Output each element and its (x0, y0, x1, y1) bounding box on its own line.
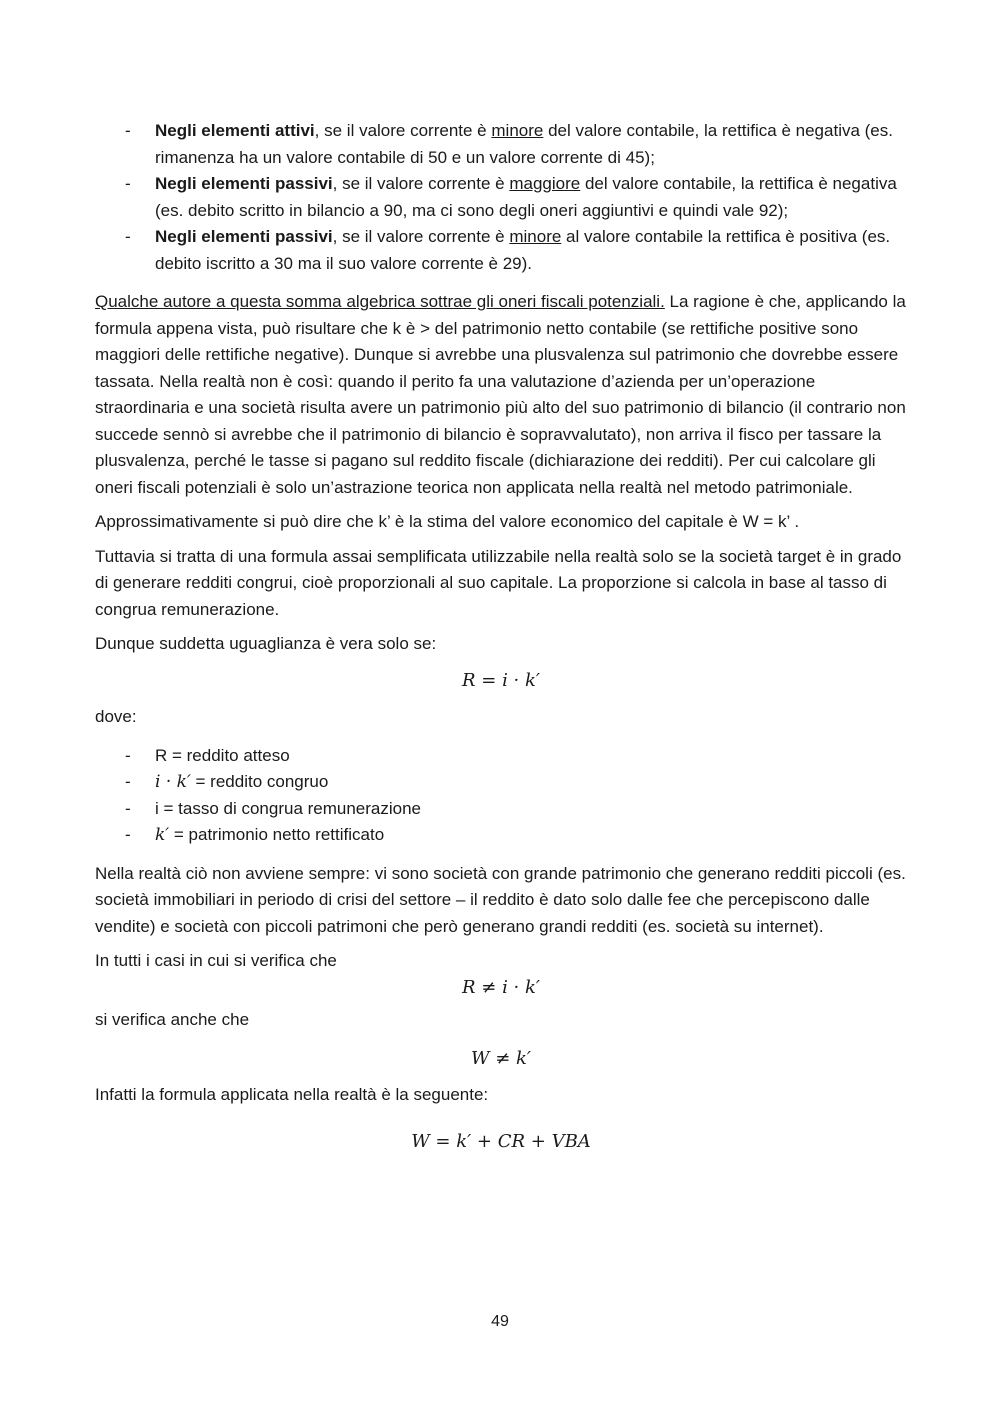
item-text: al valore contabile la rettifica è positiva (es. debito iscritto a 30 ma il suo valore corrente è 29). (155, 227, 891, 273)
definition-text: = reddito congruo (190, 772, 329, 791)
underlined-sentence: Qualche autore a questa somma algebrica sottrae gli oneri fiscali potenziali. (95, 292, 665, 311)
definition-symbol: k′ (155, 825, 170, 845)
item-text: , se il valore corrente è (332, 174, 510, 193)
definition-text: i = tasso di congrua remunerazione (155, 798, 422, 818)
item-bold: Negli elementi passivi (155, 174, 333, 193)
page-number: 49 (491, 1313, 509, 1330)
formula-w: W = k′ + CR + VBA (411, 1130, 591, 1152)
item-underlined: minore (509, 227, 562, 246)
list-item (95, 171, 907, 224)
definition-item (95, 769, 907, 796)
list-item (95, 118, 907, 171)
paragraph-fiscal (95, 289, 907, 501)
formula-inequality: R ≠ i · k′ (462, 976, 540, 998)
item-text: del valore contabile, la rettifica è negativa (es. rimanenza ha un valore contabile di 50 e un valore corrente di 45); (155, 121, 893, 167)
item-text: , se il valore corrente è (332, 227, 510, 246)
definition-symbol: i · k′ (155, 772, 191, 792)
item-underlined: maggiore (509, 174, 581, 193)
definition-text: = patrimonio netto rettificato (169, 825, 385, 844)
item-text: , se il valore corrente è (314, 121, 492, 140)
paragraph-reality: Nella realtà ciò non avviene sempre: vi sono società con grande patrimonio che generano redditi piccoli (es. società immobiliari in periodo di crisi del settore – il reddito è dato solo dalle fee che percepiscono dalle vendite) e società con piccoli patrimoni che però generano grandi redditi (es. società su internet). (95, 863, 906, 936)
paragraph-also: si verifica anche che (95, 1010, 250, 1029)
list-item (95, 224, 907, 277)
paragraph-approx: Approssimativamente si può dire che k’ è la stima del valore economico del capitale è W = k’ . (95, 512, 800, 531)
paragraph-text: La ragione è che, applicando la formula appena vista, può risultare che k è > del patrimonio netto contabile (se rettifiche positive sono maggiori delle rettifiche negative). Dunque si avrebbe una plusvalenza sul patrimonio che dovrebbe essere tassata. Nella realtà non è così: quando il perito fa una valutazione d’azienda per un’operazione straordinaria e una società risulta avere un patrimonio più alto del suo patrimonio di bilancio (il contrario non succede sennò si avrebbe che il patrimonio di bilancio è sopravvalutato), non arriva il fisco per tassare la plusvalenza, perché le tasse si pagano sul reddito fiscale (dichiarazione dei redditi). Per cui calcolare gli oneri fiscali potenziali è solo un’astrazione teorica non applicata nella realtà nel metodo patrimoniale. (95, 292, 906, 497)
paragraph-however: Tuttavia si tratta di una formula assai semplificata utilizzabile nella realtà solo se la società target è in grado di generare redditi congrui, cioè proporzionali al suo capitale. La proporzione si calcola in base al tasso di congrua remunerazione. (95, 546, 902, 619)
adjustments-list (95, 118, 907, 277)
item-bold: Negli elementi passivi (155, 227, 333, 246)
item-bold: Negli elementi attivi (155, 121, 315, 140)
paragraph-condition: Dunque suddetta uguaglianza è vera solo se: (95, 634, 437, 653)
item-underlined: minore (491, 121, 544, 140)
document-page (95, 118, 907, 1155)
definition-item (95, 796, 907, 823)
definition-text: R = reddito atteso (155, 745, 290, 765)
label-dove: dove: (95, 707, 137, 726)
definition-item (95, 743, 907, 770)
definition-item (95, 822, 907, 849)
formula-equality: R = i · k′ (462, 669, 540, 691)
definitions-list (95, 743, 907, 849)
formula-w-not-k: W ≠ k′ (470, 1047, 532, 1069)
paragraph-formula-intro: Infatti la formula applicata nella realtà è la seguente: (95, 1085, 489, 1104)
item-text: del valore contabile, la rettifica è negativa (es. debito scritto in bilancio a 90, ma ci sono degli oneri aggiuntivi e quindi vale 92); (155, 174, 897, 220)
paragraph-all-cases: In tutti i casi in cui si verifica che (95, 951, 337, 970)
